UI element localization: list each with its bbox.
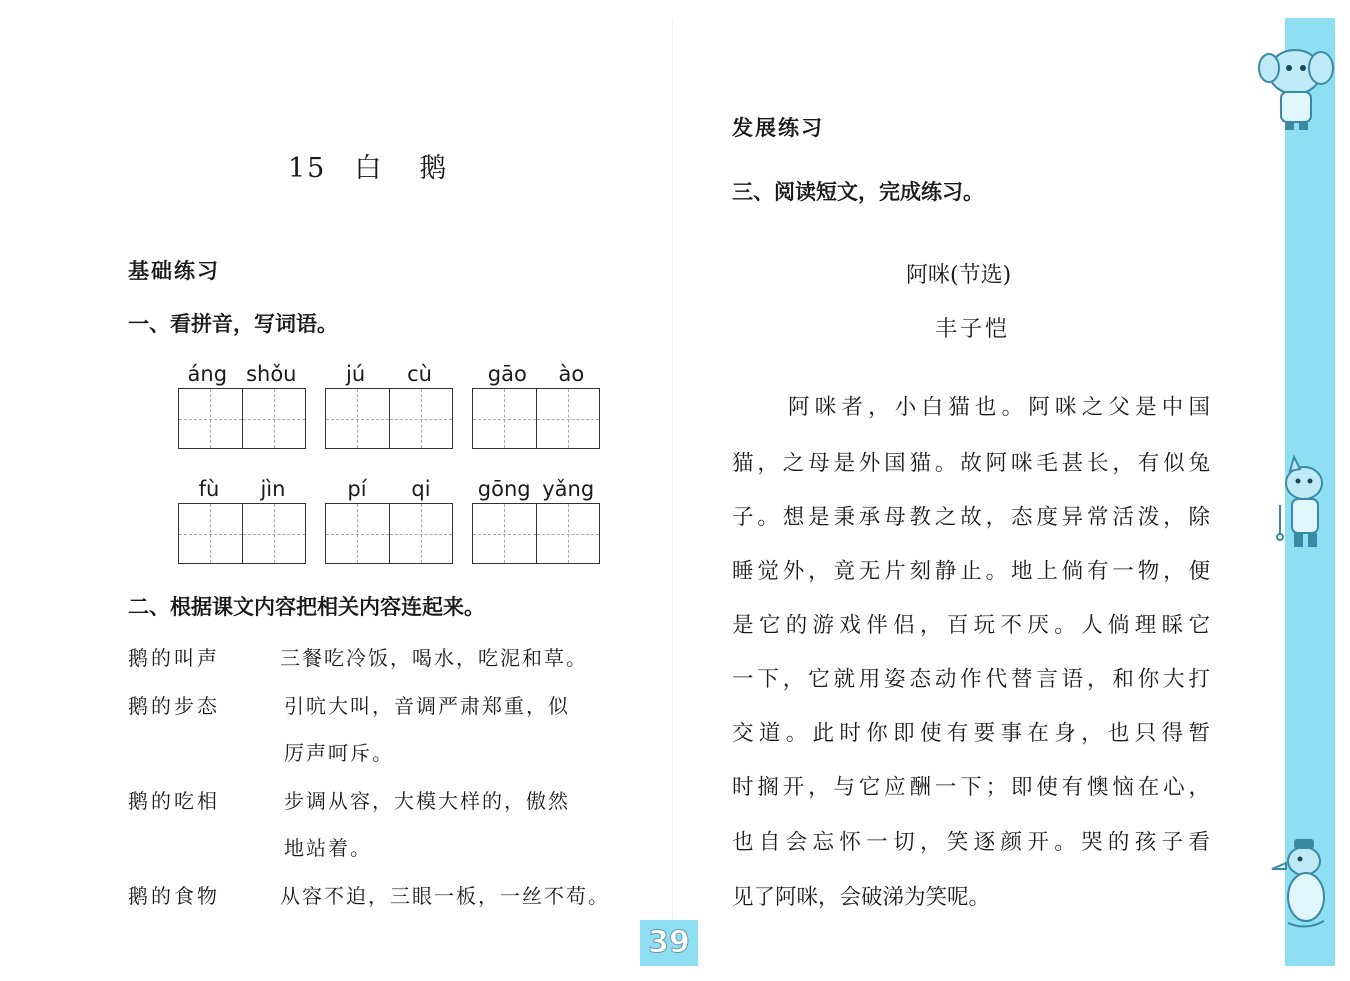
writing-grid[interactable]	[178, 388, 306, 449]
question-2-heading: 二、根据课文内容把相关内容连起来。	[128, 595, 485, 619]
lesson-title-char-2: 鹅	[419, 153, 449, 184]
writing-cell[interactable]	[473, 504, 536, 563]
pinyin-text: áng	[187, 362, 228, 386]
passage-line: 一下，它就用姿态动作代替言语，和你大打	[732, 667, 1210, 692]
section-heading-basic: 基础练习	[128, 259, 220, 283]
writing-grid[interactable]	[325, 388, 453, 449]
passage-author: 丰子恺	[935, 317, 1011, 342]
passage-title: 阿咪(节选)	[906, 263, 1012, 288]
pinyin-text: jìn	[260, 477, 286, 501]
section-heading-development: 发展练习	[732, 116, 824, 140]
passage-line: 是它的游戏伴侣，百玩不厌。人倘理睬它	[732, 613, 1210, 638]
writing-cell[interactable]	[473, 389, 536, 448]
elephant-mascot-icon	[1255, 40, 1337, 132]
passage-line: 阿咪者，小白猫也。阿咪之父是中国	[788, 395, 1210, 420]
pinyin-text: gōng	[477, 477, 531, 501]
writing-cell[interactable]	[179, 389, 242, 448]
passage-line: 见了阿咪，会破涕为笑呢。	[732, 885, 991, 910]
match-right-item[interactable]: 步调从容，大模大样的，傲然	[284, 789, 570, 813]
writing-grid[interactable]	[178, 503, 306, 564]
pinyin-text: ào	[558, 362, 585, 386]
pinyin-group-3	[472, 360, 600, 449]
pinyin-text: qi	[411, 477, 431, 501]
page-number: 39	[640, 920, 698, 966]
lesson-number: 15	[288, 153, 327, 184]
writing-cell[interactable]	[389, 389, 453, 448]
passage-line: 交道。此时你即使有要事在身，也只得暂	[732, 721, 1210, 746]
bird-mascot-icon	[1268, 835, 1338, 935]
pinyin-text: gāo	[487, 362, 527, 386]
match-left-item[interactable]: 鹅的步态	[128, 694, 220, 718]
writing-cell[interactable]	[179, 504, 242, 563]
match-left-item[interactable]: 鹅的食物	[128, 884, 220, 908]
pinyin-text: yǎng	[542, 477, 595, 501]
match-right-item[interactable]: 三餐吃冷饭，喝水，吃泥和草。	[280, 646, 588, 670]
lesson-title	[288, 146, 448, 185]
pinyin-text: cù	[407, 362, 432, 386]
writing-cell[interactable]	[536, 504, 600, 563]
pinyin-text: shǒu	[246, 362, 297, 386]
passage-line: 猫，之母是外国猫。故阿咪毛甚长，有似兔	[732, 451, 1210, 476]
pinyin-group-4	[178, 475, 306, 564]
writing-grid[interactable]	[472, 388, 600, 449]
page-gutter	[672, 18, 673, 966]
fox-mascot-icon	[1272, 455, 1334, 555]
writing-grid[interactable]	[325, 503, 453, 564]
writing-cell[interactable]	[242, 389, 306, 448]
match-right-item[interactable]: 从容不迫，三眼一板，一丝不苟。	[280, 884, 610, 908]
match-left-item[interactable]: 鹅的叫声	[128, 646, 220, 670]
writing-grid[interactable]	[472, 503, 600, 564]
passage-line: 时搁开，与它应酬一下；即使有懊恼在心，	[732, 775, 1210, 800]
match-left-item[interactable]: 鹅的吃相	[128, 789, 220, 813]
writing-cell[interactable]	[389, 504, 453, 563]
match-right-item-continued: 厉声呵斥。	[284, 741, 394, 765]
pinyin-group-5	[325, 475, 453, 564]
writing-cell[interactable]	[326, 504, 389, 563]
writing-cell[interactable]	[242, 504, 306, 563]
pinyin-group-2	[325, 360, 453, 449]
question-1-heading: 一、看拼音，写词语。	[128, 312, 338, 336]
pinyin-group-1	[178, 360, 306, 449]
writing-cell[interactable]	[326, 389, 389, 448]
passage-line: 子。想是秉承母教之故，态度异常活泼，除	[732, 505, 1210, 530]
writing-cell[interactable]	[536, 389, 600, 448]
pinyin-text: fù	[198, 477, 220, 501]
lesson-title-char-1: 白	[354, 153, 384, 184]
pinyin-group-6	[472, 475, 600, 564]
pinyin-text: jú	[345, 362, 366, 386]
match-right-item-continued: 地站着。	[284, 836, 372, 860]
passage-line: 也自会忘怀一切，笑逐颜开。哭的孩子看	[732, 830, 1210, 855]
passage-line: 睡觉外，竟无片刻静止。地上倘有一物，便	[732, 559, 1210, 584]
match-right-item[interactable]: 引吭大叫，音调严肃郑重，似	[284, 694, 570, 718]
question-3-heading: 三、阅读短文，完成练习。	[732, 180, 984, 204]
pinyin-text: pí	[347, 477, 367, 501]
